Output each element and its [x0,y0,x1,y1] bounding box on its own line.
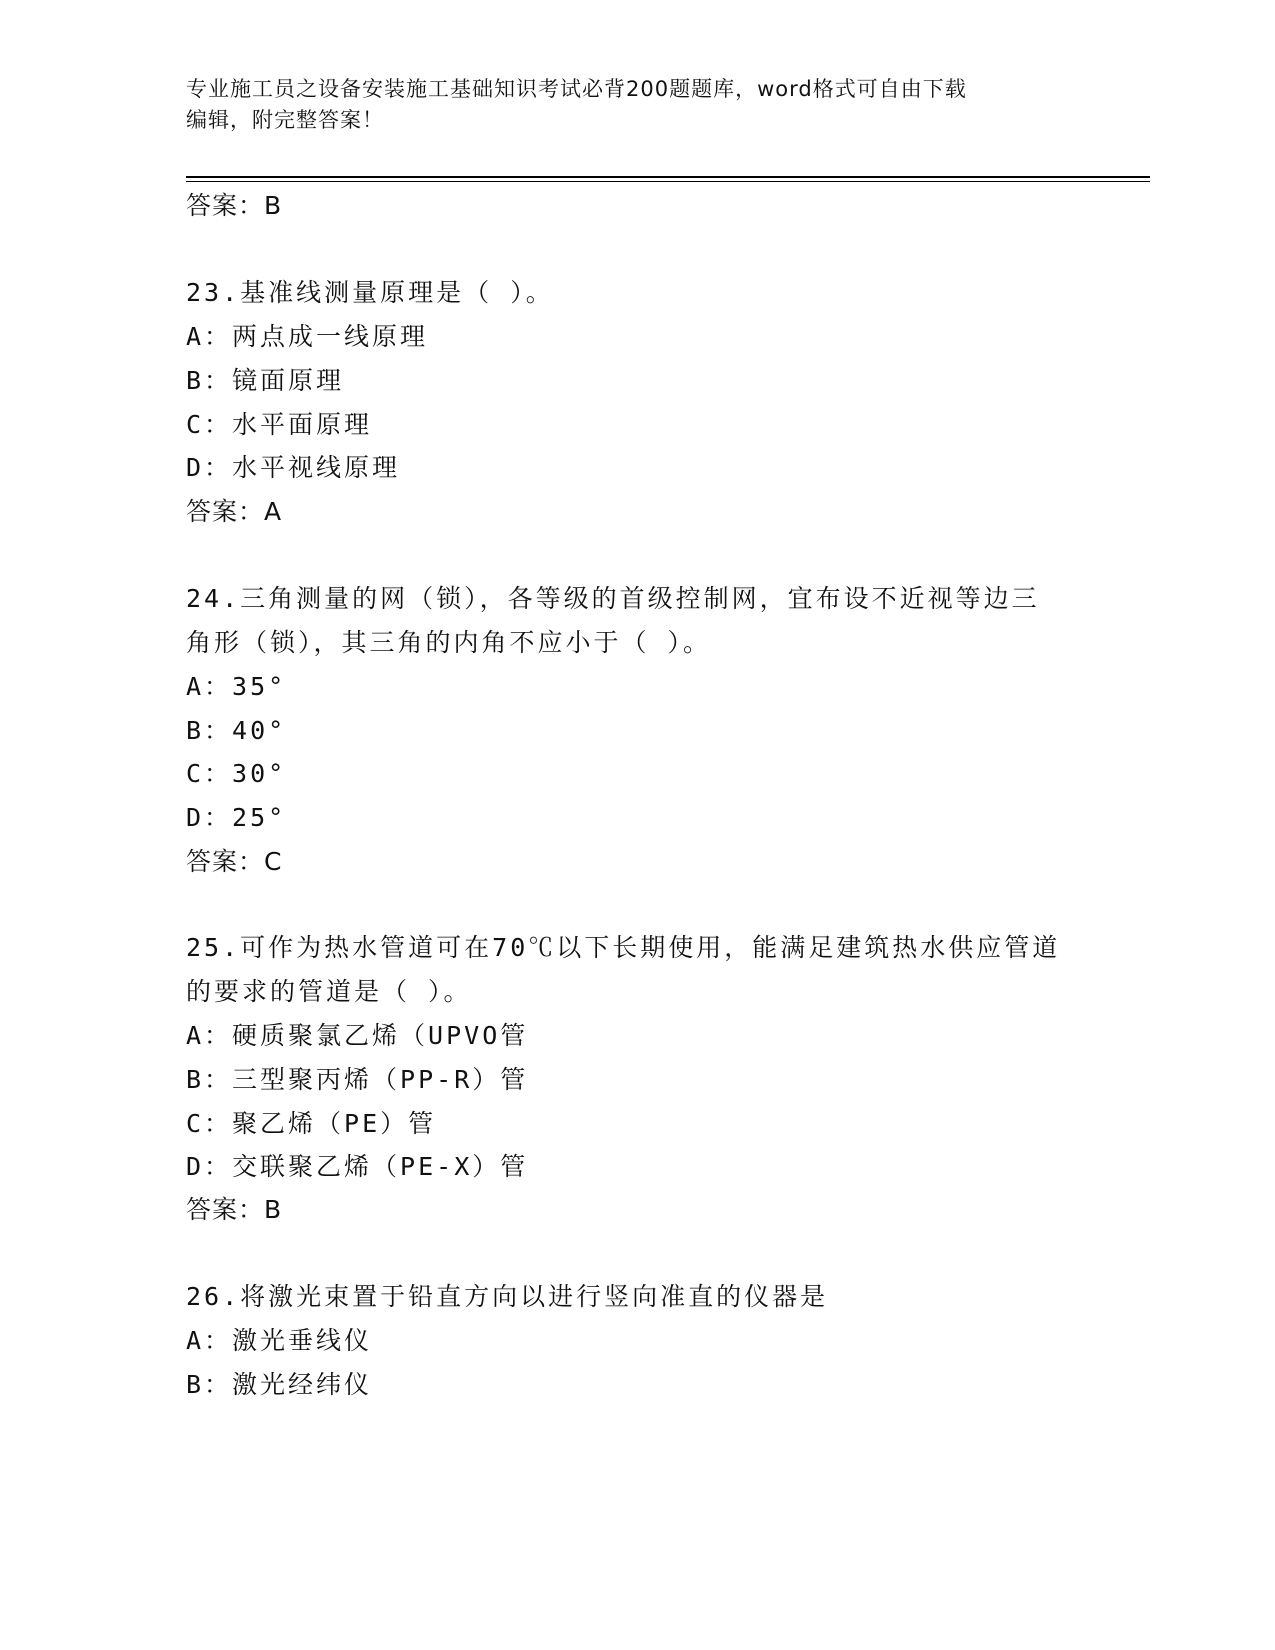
question-24-option-d: D：25° [186,803,287,832]
question-23-answer: 答案：A [186,497,283,526]
header-rule-thin [186,181,1150,182]
question-24-answer: 答案：C [186,847,283,876]
question-26-option-a: A：激光垂线仪 [186,1326,373,1355]
question-25-answer: 答案：B [186,1195,283,1224]
question-26-stem: 26.将激光束置于铅直方向以进行竖向准直的仪器是 [186,1282,829,1311]
question-23-option-b: B：镜面原理 [186,366,345,395]
question-24-option-b: B：40° [186,716,287,745]
question-25-option-b: B：三型聚丙烯（PP-R）管 [186,1065,529,1094]
question-23-option-c: C：水平面原理 [186,410,373,439]
previous-answer: 答案：B [186,191,283,220]
question-26-option-b: B：激光经纬仪 [186,1370,373,1399]
question-24-stem-line-1: 24.三角测量的网（锁），各等级的首级控制网，宜布设不近视等边三 [186,584,1040,613]
question-25-option-c: C：聚乙烯（PE）管 [186,1109,437,1138]
question-25-stem-line-1: 25.可作为热水管道可在70℃以下长期使用，能满足建筑热水供应管道 [186,933,1061,962]
question-23-stem: 23.基准线测量原理是（ ）。 [186,278,554,307]
question-24-option-a: A：35° [186,672,287,701]
document-header [186,74,1066,136]
header-title-line-1: 专业施工员之设备安装施工基础知识考试必背200题题库，word格式可自由下载 [186,77,967,101]
header-rule-thick [186,176,1150,178]
question-25-option-a: A：硬质聚氯乙烯（UPVO管 [186,1021,529,1050]
question-25-option-d: D：交联聚乙烯（PE-X）管 [186,1152,529,1181]
question-24-option-c: C：30° [186,759,287,788]
header-title-line-2: 编辑，附完整答案！ [186,108,384,132]
question-24-stem-line-2: 角形（锁），其三角的内角不应小于（ ）。 [186,628,712,657]
question-25-stem-line-2: 的要求的管道是（ ）。 [186,977,472,1006]
question-23-option-a: A：两点成一线原理 [186,322,429,351]
question-23-option-d: D：水平视线原理 [186,453,401,482]
